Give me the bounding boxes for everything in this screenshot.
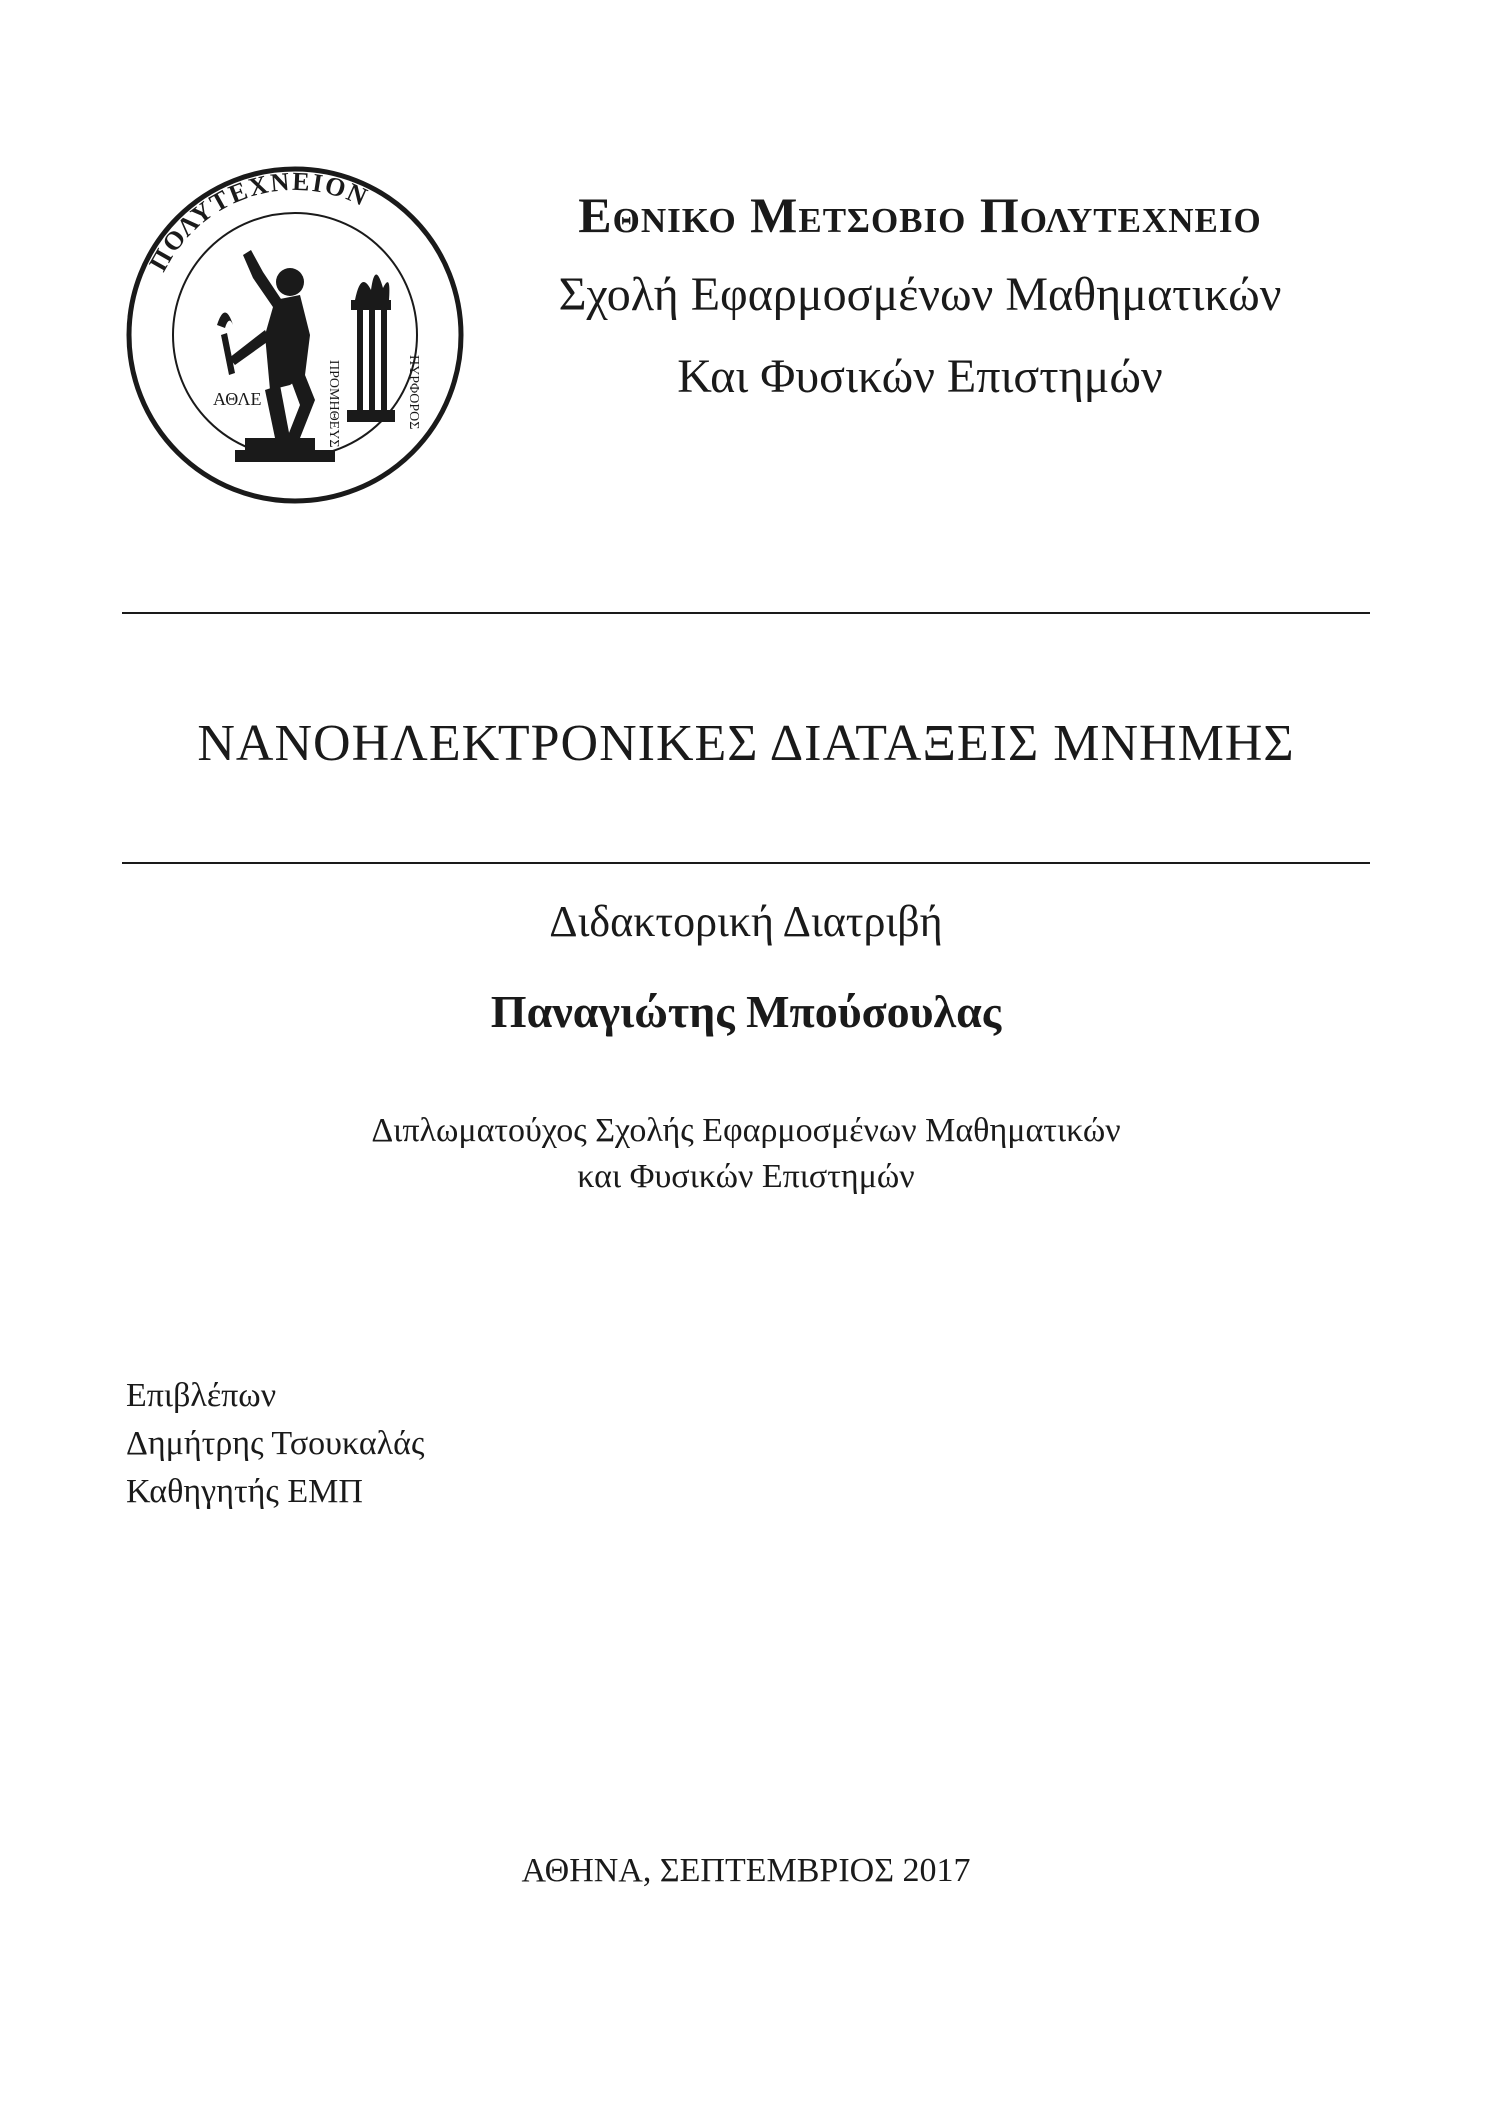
svg-text:ΑΘΛΕ: ΑΘΛΕ: [213, 389, 262, 409]
institution-name: Εθνικο Μετσοβιο Πολυτεχνειο: [578, 187, 1262, 243]
place-date: ΑΘΗΝΑ, ΣΕΠΤΕΜΒΡΙΟΣ 2017: [521, 1852, 971, 1889]
document-type: Διδακτορική Διατριβή: [549, 897, 943, 946]
institution-header: [470, 180, 1370, 412]
svg-text:ΠΟΛΥΤΕΧΝΕΙΟΝ: ΠΟΛΥΤΕΧΝΕΙΟΝ: [143, 166, 374, 277]
supervisor-block: [126, 1372, 424, 1516]
school-name-line1: Σχολή Εφαρμοσμένων Μαθηματικών: [558, 268, 1282, 321]
supervisor-label: Επιβλέπων: [126, 1377, 277, 1414]
school-name-line2: Και Φυσικών Επιστημών: [677, 350, 1163, 403]
divider-bottom: [122, 862, 1370, 864]
author-name: Παναγιώτης Μπούσουλας: [490, 986, 1002, 1037]
author-degree: [122, 1108, 1370, 1200]
divider-top: [122, 612, 1370, 614]
degree-line2: και Φυσικών Επιστημών: [577, 1158, 915, 1195]
supervisor-name: Δημήτρης Τσουκαλάς: [126, 1425, 425, 1462]
svg-text:ΠΡΟΜΗΘΕΥΣ: ΠΡΟΜΗΘΕΥΣ: [326, 360, 341, 448]
degree-line1: Διπλωματούχος Σχολής Εφαρμοσμένων Μαθηματικών: [371, 1112, 1121, 1149]
ntua-seal-logo: [125, 160, 465, 510]
supervisor-title: Καθηγητής ΕΜΠ: [126, 1473, 363, 1510]
svg-text:ΠΥΡΦΟΡΟΣ: ΠΥΡΦΟΡΟΣ: [406, 355, 421, 430]
thesis-title: ΝΑΝΟΗΛΕΚΤΡΟΝΙΚΕΣ ΔΙΑΤΑΞΕΙΣ ΜΝΗΜΗΣ: [197, 715, 1295, 772]
